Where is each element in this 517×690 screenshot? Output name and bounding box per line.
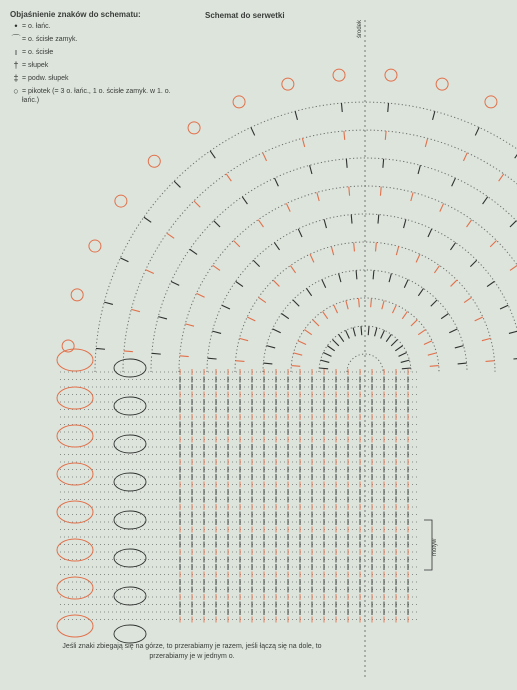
stitch-mark <box>167 233 174 238</box>
stitch-mark <box>433 111 435 120</box>
stitch-mark <box>286 203 290 211</box>
stitch-mark <box>152 353 161 354</box>
stitch-mark <box>385 131 386 140</box>
stitch-mark <box>451 280 457 286</box>
double-crochet-icon: † <box>13 60 19 70</box>
legend-item-text: = o. ścisłe <box>22 49 54 56</box>
stitch-mark <box>404 280 408 288</box>
stitch-mark <box>391 339 397 345</box>
stitch-mark <box>428 229 432 237</box>
petal-scallop <box>148 155 160 167</box>
stitch-mark <box>464 297 471 302</box>
stitch-mark <box>290 266 295 273</box>
stitch-mark <box>96 348 105 349</box>
stitch-mark <box>349 187 350 196</box>
stitch-mark <box>346 330 350 338</box>
stitch-mark <box>339 273 341 282</box>
stitch-mark <box>120 258 128 262</box>
stitch-mark <box>346 159 347 168</box>
stitch-mark <box>487 281 494 286</box>
stitch-mark <box>331 246 333 255</box>
center-label: środek <box>357 19 363 38</box>
chain-stitch-icon: • <box>14 21 18 31</box>
chain-ring <box>207 214 517 372</box>
stitch-mark <box>323 311 328 318</box>
stitch-mark <box>418 165 420 174</box>
stitch-mark <box>359 298 360 307</box>
edge-motif <box>57 463 93 485</box>
edge-motif <box>57 539 93 561</box>
stitch-mark <box>402 368 411 369</box>
petal-scallop <box>115 195 127 207</box>
stitch-mark <box>239 338 248 340</box>
stitch-mark <box>321 360 330 362</box>
stitch-mark <box>395 346 402 351</box>
stitch-mark <box>383 159 384 168</box>
stitch-mark <box>376 242 377 251</box>
stitch-mark <box>210 151 215 158</box>
stitch-mark <box>411 320 417 326</box>
petal-scallop <box>333 69 345 81</box>
stitch-mark <box>144 217 151 222</box>
stitch-mark <box>104 302 113 304</box>
chain-ring <box>179 186 517 372</box>
stitch-mark <box>327 346 334 351</box>
stitch-mark <box>356 270 357 279</box>
stitch-mark <box>236 281 243 286</box>
edge-motif <box>114 473 146 491</box>
stitch-mark <box>418 330 425 335</box>
stitch-mark <box>440 203 444 211</box>
petal-scallop <box>188 122 200 134</box>
stitch-mark <box>510 265 517 270</box>
edge-motif <box>57 349 93 371</box>
stitch-mark <box>334 305 338 313</box>
edge-motif <box>57 425 93 447</box>
stitch-mark <box>341 103 342 112</box>
stitch-mark <box>298 341 306 345</box>
stitch-mark <box>226 174 231 181</box>
stitch-mark <box>486 361 495 362</box>
stitch-mark <box>452 178 456 186</box>
stitch-mark <box>430 366 439 367</box>
stitch-mark <box>171 282 179 286</box>
stitch-mark <box>380 187 381 196</box>
stitch-mark <box>509 331 517 333</box>
edge-motif <box>57 615 93 637</box>
edge-motif <box>57 577 93 599</box>
stitch-mark <box>353 328 355 337</box>
stitch-mark <box>332 339 338 345</box>
stitch-mark <box>361 326 362 335</box>
legend-item-text: = podw. słupek <box>22 75 69 82</box>
stitch-mark <box>339 334 344 341</box>
stitch-mark <box>222 305 230 309</box>
stitch-mark <box>378 215 379 224</box>
stitch-mark <box>293 300 299 306</box>
stitch-mark <box>500 305 508 309</box>
stitch-mark <box>185 324 194 326</box>
stitch-mark <box>295 111 297 120</box>
stitch-mark <box>458 363 467 364</box>
stitch-mark <box>233 240 239 246</box>
stitch-mark <box>431 300 437 306</box>
stitch-mark <box>273 280 279 286</box>
stitch-mark <box>401 360 410 362</box>
stitch-mark <box>273 329 281 333</box>
stitch-mark <box>190 249 197 254</box>
stitch-mark <box>381 330 385 338</box>
stitch-mark <box>388 103 389 112</box>
stitch-mark <box>310 165 312 174</box>
stitch-mark <box>258 220 263 227</box>
treble-crochet-icon: ‡ <box>13 73 19 83</box>
stitch-mark <box>425 138 427 147</box>
petal-scallop <box>436 78 448 90</box>
chain-ring <box>95 102 517 372</box>
stitch-mark <box>375 328 377 337</box>
stitch-mark <box>253 260 259 266</box>
stitch-mark <box>304 330 311 335</box>
stitch-mark <box>263 363 272 364</box>
stitch-mark <box>373 270 374 279</box>
stitch-mark <box>351 215 352 224</box>
legend-title: Objaśnienie znaków do schematu: <box>10 10 141 19</box>
stitch-mark <box>482 338 491 340</box>
chart-title: Schemat do serwetki <box>205 11 285 20</box>
stitch-mark <box>434 266 439 273</box>
stitch-mark <box>450 243 455 250</box>
stitch-mark <box>449 329 457 333</box>
stitch-mark <box>251 127 255 135</box>
stitch-mark <box>483 197 488 204</box>
petal-scallop <box>385 69 397 81</box>
petal-scallop <box>485 96 497 108</box>
stitch-mark <box>194 201 200 207</box>
stitch-mark <box>386 334 391 341</box>
stitch-mark <box>323 353 331 357</box>
stitch-mark <box>242 197 247 204</box>
stitch-mark <box>180 356 189 357</box>
stitch-mark <box>513 358 517 359</box>
stitch-mark <box>428 353 437 355</box>
stitch-mark <box>510 221 516 227</box>
stitch-mark <box>212 331 221 333</box>
stitch-mark <box>402 311 407 318</box>
stitch-mark <box>294 353 303 355</box>
stitch-mark <box>324 219 326 228</box>
stitch-mark <box>475 127 479 135</box>
edge-motif <box>114 511 146 529</box>
legend-item-text: = o. ścisłe zamyk. <box>22 36 78 43</box>
stitch-mark <box>235 361 244 362</box>
stitch-mark <box>263 153 267 161</box>
motif-label: motyw <box>432 538 438 556</box>
edge-motif <box>114 397 146 415</box>
stitch-mark <box>281 313 288 318</box>
slip-stitch-icon: ⌒ <box>11 34 21 44</box>
legend-item-text: = o. łańc. <box>22 23 51 30</box>
petal-scallop <box>89 240 101 252</box>
edge-motif <box>114 359 146 377</box>
stitch-mark <box>499 174 504 181</box>
edge-motif <box>57 387 93 409</box>
legend-item-text: = słupek <box>22 62 49 69</box>
legend-item-text: = pikotek (= 3 o. łańc., 1 o. ścisłe zamyk. w 1. o. łańc.) <box>22 88 171 104</box>
stitch-mark <box>404 219 406 228</box>
stitch-mark <box>310 254 314 262</box>
stitch-mark <box>291 366 300 367</box>
stitch-mark <box>416 254 420 262</box>
stitch-mark <box>371 298 372 307</box>
stitch-mark <box>392 305 396 313</box>
stitch-mark <box>463 153 467 161</box>
stitch-mark <box>274 243 279 250</box>
stitch-mark <box>396 246 398 255</box>
stitch-mark <box>146 270 154 274</box>
stitch-mark <box>247 317 255 321</box>
edge-motif <box>114 587 146 605</box>
stitch-mark <box>382 301 384 310</box>
stitch-mark <box>208 358 217 359</box>
petal-scallop <box>233 96 245 108</box>
stitch-mark <box>298 229 302 237</box>
stitch-mark <box>399 353 407 357</box>
stitch-mark <box>389 273 391 282</box>
single-crochet-icon: ı <box>14 47 18 57</box>
stitch-mark <box>213 265 220 270</box>
stitch-mark <box>441 313 448 318</box>
motif-bracket <box>424 520 432 570</box>
stitch-mark <box>266 346 275 348</box>
footnote: Jeśli znaki zbiegają się na górze, to przerabiamy je razem, jeśli łączą się na dole, to przerabiamy je w jednym o. <box>62 643 322 660</box>
stitch-mark <box>259 297 266 302</box>
stitch-mark <box>158 317 167 319</box>
stitch-mark <box>313 320 319 326</box>
stitch-mark <box>196 293 204 297</box>
stitch-mark <box>455 346 464 348</box>
stitch-mark <box>354 242 355 251</box>
stitch-mark <box>418 288 423 295</box>
stitch-mark <box>124 351 133 352</box>
stitch-mark <box>346 301 348 310</box>
stitch-mark <box>214 221 220 227</box>
petal-scallop <box>282 78 294 90</box>
stitch-mark <box>306 288 311 295</box>
stitch-mark <box>322 280 326 288</box>
stitch-mark <box>470 260 476 266</box>
edge-motif <box>57 501 93 523</box>
edge-motif <box>114 435 146 453</box>
edge-motif <box>114 549 146 567</box>
stitch-mark <box>467 220 472 227</box>
stitch-mark <box>131 309 140 311</box>
stitch-mark <box>475 317 483 321</box>
picot-icon: ○ <box>13 86 19 96</box>
stitch-mark <box>317 192 319 201</box>
stitch-mark <box>275 178 279 186</box>
stitch-mark <box>302 138 304 147</box>
stitch-mark <box>368 326 369 335</box>
edge-motif <box>114 625 146 643</box>
stitch-mark <box>424 341 432 345</box>
stitch-mark <box>319 368 328 369</box>
stitch-mark <box>174 181 180 187</box>
stitch-mark <box>490 240 496 246</box>
stitch-mark <box>411 192 413 201</box>
stitch-mark <box>344 131 345 140</box>
petal-scallop <box>71 289 83 301</box>
